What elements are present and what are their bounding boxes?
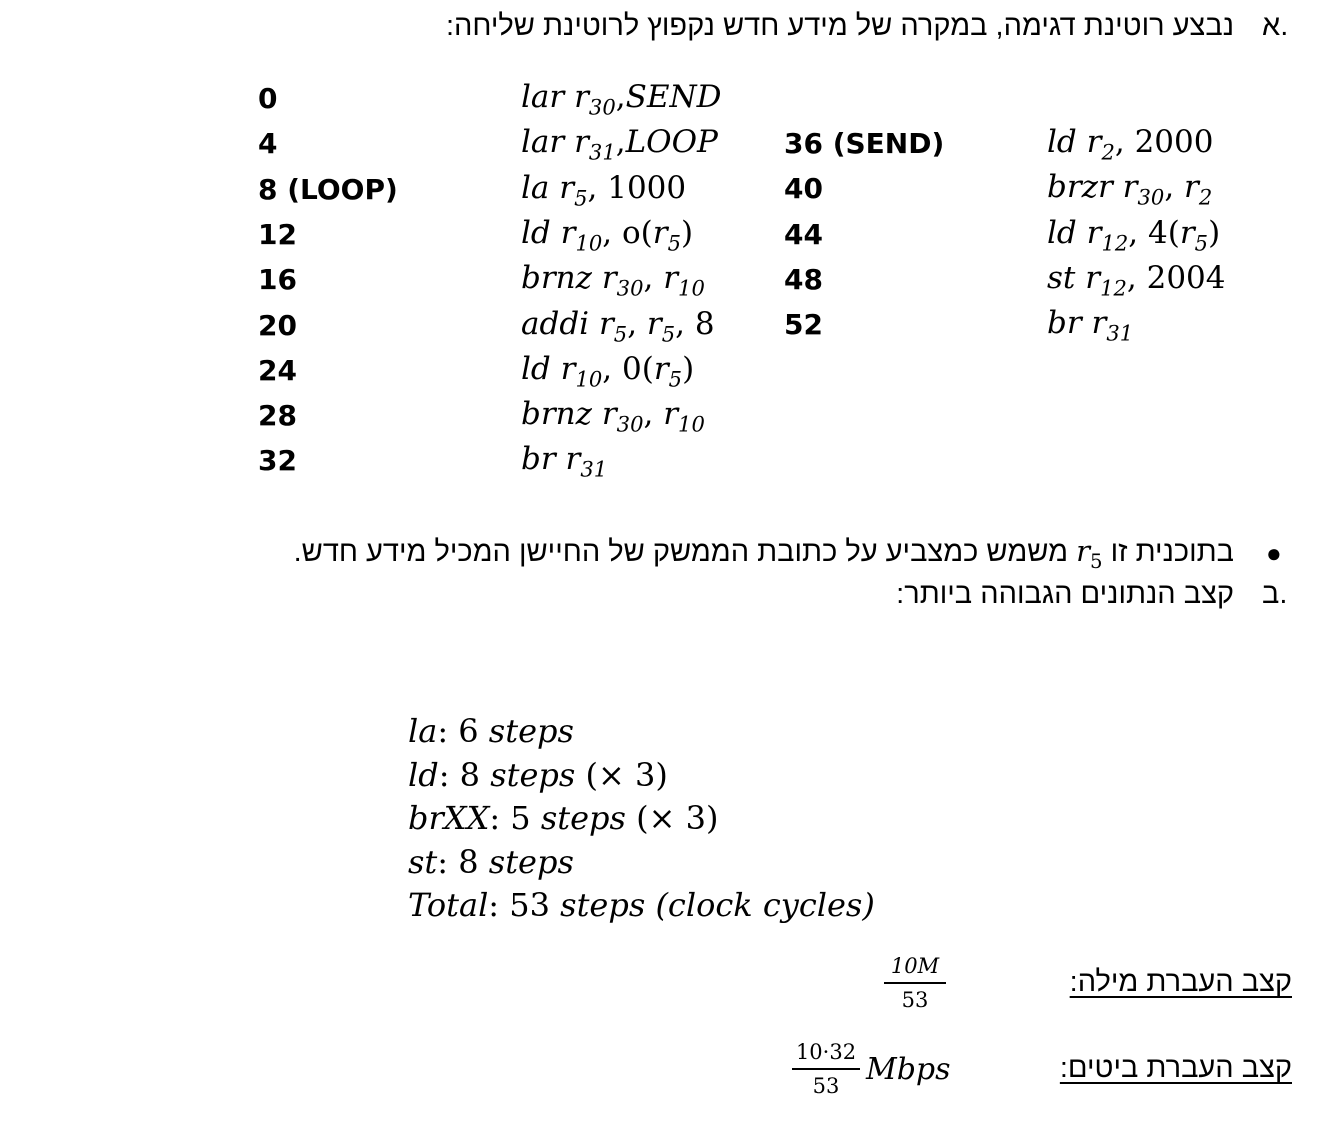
bit-rate-label: קצב העברת ביטים: [1059, 1052, 1292, 1084]
bullet-text-before: בתוכנית זו [1110, 536, 1234, 568]
step-line: Total: 53 steps (clock cycles) [408, 886, 875, 924]
instr-op: lar [521, 79, 575, 115]
code-left-instruction: la $r_5$, 1000 [521, 169, 687, 210]
word-rate-denominator: 53 [901, 988, 929, 1012]
code-right-instruction: st $r_{12}$, 2004 [1047, 259, 1226, 301]
bit-rate-fraction [792, 1040, 860, 1098]
code-left-addr: 0 [258, 82, 278, 115]
code-left-instruction: ld $r_{10}$, $o(r_5)$ [521, 214, 694, 256]
instr-op: addi [521, 305, 599, 342]
code-left-instruction: lar $r_{31},LOOP$ [521, 124, 718, 165]
code-left-addr: 16 [258, 263, 297, 297]
instr-op: brnz [521, 260, 602, 297]
instr-op: brnz [521, 396, 602, 433]
instr-op: lar [521, 124, 575, 161]
word-rate-numerator: 10M [890, 954, 940, 978]
bullet-text [293, 534, 1234, 573]
bit-rate-numerator: 10·32 [795, 1040, 857, 1064]
code-left-instruction: brnz $r_{30}$, $r_{10}$ [521, 396, 705, 437]
instr-op: ld [521, 350, 561, 387]
instr-op: br [1047, 305, 1092, 342]
bit-rate-bar [792, 1068, 860, 1070]
code-left-instruction: br $r_{31}$ [521, 441, 608, 482]
instr-op: br [521, 441, 566, 478]
word-rate-label: קצב העברת מילה: [1069, 966, 1292, 998]
step-line: brXX: 5 steps (× 3) [408, 799, 719, 837]
code-left-instruction: brnz $r_{30}$, $r_{10}$ [521, 260, 705, 301]
code-right-addr: 36 (SEND) [784, 127, 945, 160]
code-left-addr: 24 [258, 353, 297, 387]
step-line: st: 8 steps [408, 842, 574, 881]
code-right-instruction: br $r_{31}$ [1047, 305, 1134, 346]
code-right-instruction: brzr $r_{30}$, $r_2$ [1047, 169, 1213, 210]
section-b-text: קצב הנתונים הגבוהה ביותר: [896, 578, 1234, 610]
step-line: la: 6 steps [408, 712, 574, 750]
code-right-instruction: ld $r_{12}$, $4(r_5)$ [1047, 214, 1221, 255]
code-right-addr: 44 [784, 217, 823, 251]
section-b-marker: ב. [1262, 578, 1288, 610]
bullet-dot: ● [1266, 538, 1282, 568]
instr-op: brzr [1047, 169, 1123, 206]
instr-op: ld [521, 214, 561, 251]
section-a-marker: א. [1262, 10, 1289, 42]
instr-op: ld [1047, 214, 1087, 251]
word-rate-bar [884, 982, 946, 984]
instr-op: st [1047, 259, 1086, 296]
instr-op: la [521, 169, 560, 206]
bit-rate-denominator: 53 [812, 1074, 840, 1098]
code-left-instruction: lar $r_{30},SEND$ [521, 79, 722, 120]
code-left-addr: 32 [258, 444, 297, 478]
bullet-register: $r_5$ [1076, 534, 1103, 573]
code-left-addr: 28 [258, 399, 297, 433]
code-left-addr: 12 [258, 217, 297, 251]
word-rate-fraction [884, 954, 946, 1012]
code-right-instruction: ld $r_2$, 2000 [1047, 124, 1214, 165]
code-right-addr: 40 [784, 172, 823, 206]
code-right-addr: 52 [784, 308, 823, 342]
code-right-addr: 48 [784, 262, 823, 296]
instr-op: ld [1047, 124, 1087, 160]
bit-rate-unit: Mbps [866, 1052, 951, 1087]
code-left-addr: 4 [258, 127, 278, 161]
code-left-addr: 20 [258, 308, 297, 342]
code-left-instruction: addi $r_5$, $r_5$, 8 [521, 305, 715, 346]
bullet-text-after: משמש כמצביע על כתובת הממשק של החיישן המכיל מידע חדש. [293, 536, 1069, 568]
section-a-text: נבצע רוטינת דגימה, במקרה של מידע חדש נקפוץ לרוטינת שליחה: [445, 10, 1234, 42]
code-left-instruction: ld $r_{10}$, $0(r_5)$ [521, 350, 695, 392]
step-line: ld: 8 steps (× 3) [408, 755, 668, 794]
code-left-addr: 8 (LOOP) [258, 172, 398, 206]
